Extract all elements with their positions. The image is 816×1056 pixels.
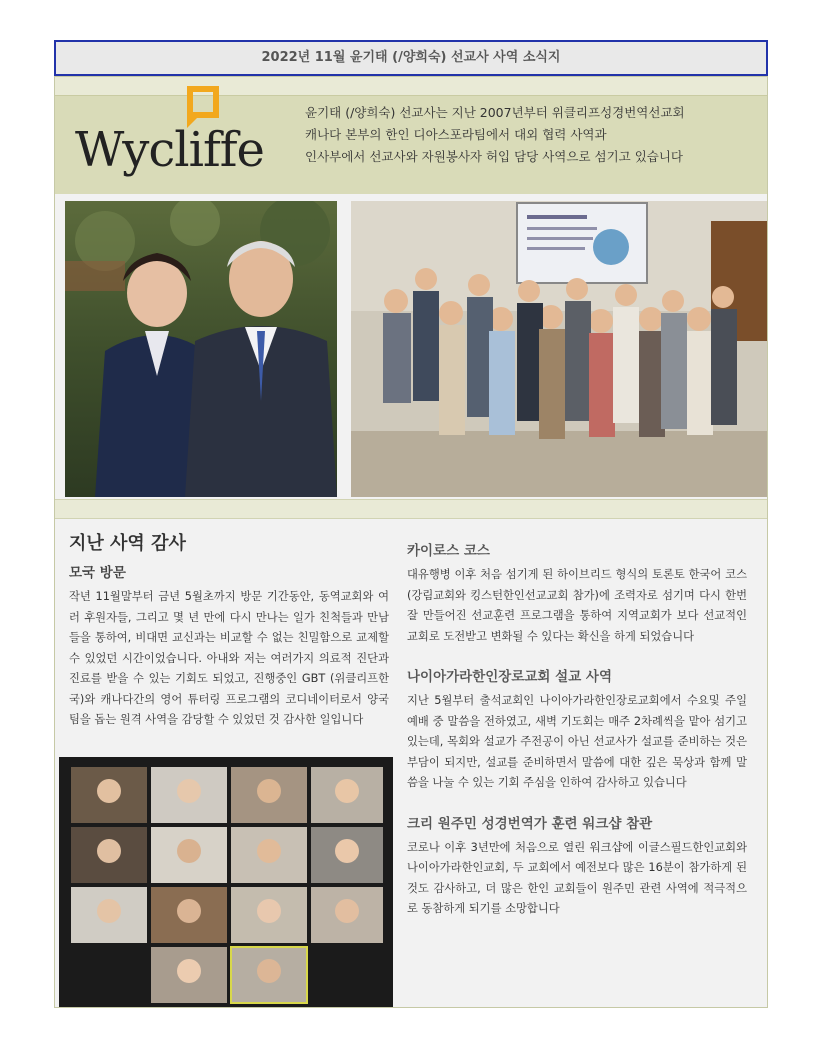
niagara-section xyxy=(407,665,747,794)
top-strip xyxy=(55,77,767,95)
header-band xyxy=(55,95,767,194)
divider-band xyxy=(55,499,767,519)
cree-body: 코로나 이후 3년만에 처음으로 열린 워크샵에 이글스필드한인교회와 나이아가라한인교회, 두 교회에서 예전보다 많은 16분이 참가하게 된 것도 감사하고, 더 많은 한인 교회들이 원주민 관련 사역에 적극적으로 동참하게 되기를 소망합니다 xyxy=(407,840,747,915)
wycliffe-logo-text: Wycliffe xyxy=(75,122,264,178)
homeland-visit-body: 작년 11월말부터 금년 5월초까지 방문 기간동안, 동역교회와 여러 후원자들, 그리고 몇 년 만에 다시 만나는 일가 친척들과 만남들을 통하여, 비대면 교신과는 비교할 수 없는 친밀함으로 교제할 수 있었던 시간이었습니다. 아내와 저는 여러가지 의료적 진단과 진료를 받을 수 있는 기회도 되었고, 진행중인 GBT (위클리프한국)와 캐나다간의 영어 튜터링 프로그램의 코디네이터로서 양국팀을 돕는 원격 사역을 감당할 수 있었던 것 감사한 일입니다 xyxy=(69,590,389,726)
right-column xyxy=(407,539,747,938)
newsletter-frame xyxy=(54,76,768,1008)
cree-heading: 크리 원주민 성경번역가 훈련 워크샵 참관 xyxy=(407,815,653,832)
group-photo xyxy=(351,201,767,497)
left-column xyxy=(69,529,389,731)
homeland-visit-heading: 모국 방문 xyxy=(69,565,126,581)
intro-line: 캐나다 본부의 한인 디아스포라팀에서 대외 협력 사역과 xyxy=(305,127,607,142)
niagara-heading: 나이아가라한인장로교회 설교 사역 xyxy=(407,669,613,685)
kairos-heading: 카이로스 코스 xyxy=(407,543,490,559)
intro-text xyxy=(305,102,745,168)
cree-section xyxy=(407,812,747,920)
past-ministry-heading: 지난 사역 감사 xyxy=(69,533,186,554)
intro-line: 윤기태 (/양희숙) 선교사는 지난 2007년부터 위클리프성경번역선교회 xyxy=(305,105,685,120)
couple-photo xyxy=(65,201,337,497)
kairos-section xyxy=(407,539,747,647)
kairos-body: 대유행병 이후 처음 섬기게 된 하이브리드 형식의 토론토 한국어 코스(강림교회와 킹스턴한인선교교회 참가)에 조력자로 섬기며 다시 한번 잘 만들어진 선교훈련 프로그램을 통하여 지역교회가 보다 선교적인 교회로 도전받고 변화될 수 있다는 확신을 하게 되었습니다 xyxy=(407,568,747,643)
wycliffe-logo-icon xyxy=(187,86,219,118)
niagara-body: 지난 5월부터 출석교회인 나이아가라한인장로교회에서 수요및 주일 예배 중 말씀을 전하였고, 새벽 기도회는 매주 2차례씩을 맡아 섬기고 있는데, 목회와 설교가 주전공이 아닌 선교사가 설교를 준비하는 것은 부담이 되지만, 설교를 준비하면서 말씀에 대한 깊은 묵상과 함께 말씀을 나눌 수 있는 기회 주심을 인하여 감사하고 있습니다 xyxy=(407,694,747,789)
intro-line: 인사부에서 선교사와 자원봉사자 허입 담당 사역으로 섬기고 있습니다 xyxy=(305,149,683,164)
newsletter-title: 2022년 11월 윤기태 (/양희숙) 선교사 사역 소식지 xyxy=(54,40,768,76)
zoom-meeting-photo xyxy=(59,757,393,1007)
